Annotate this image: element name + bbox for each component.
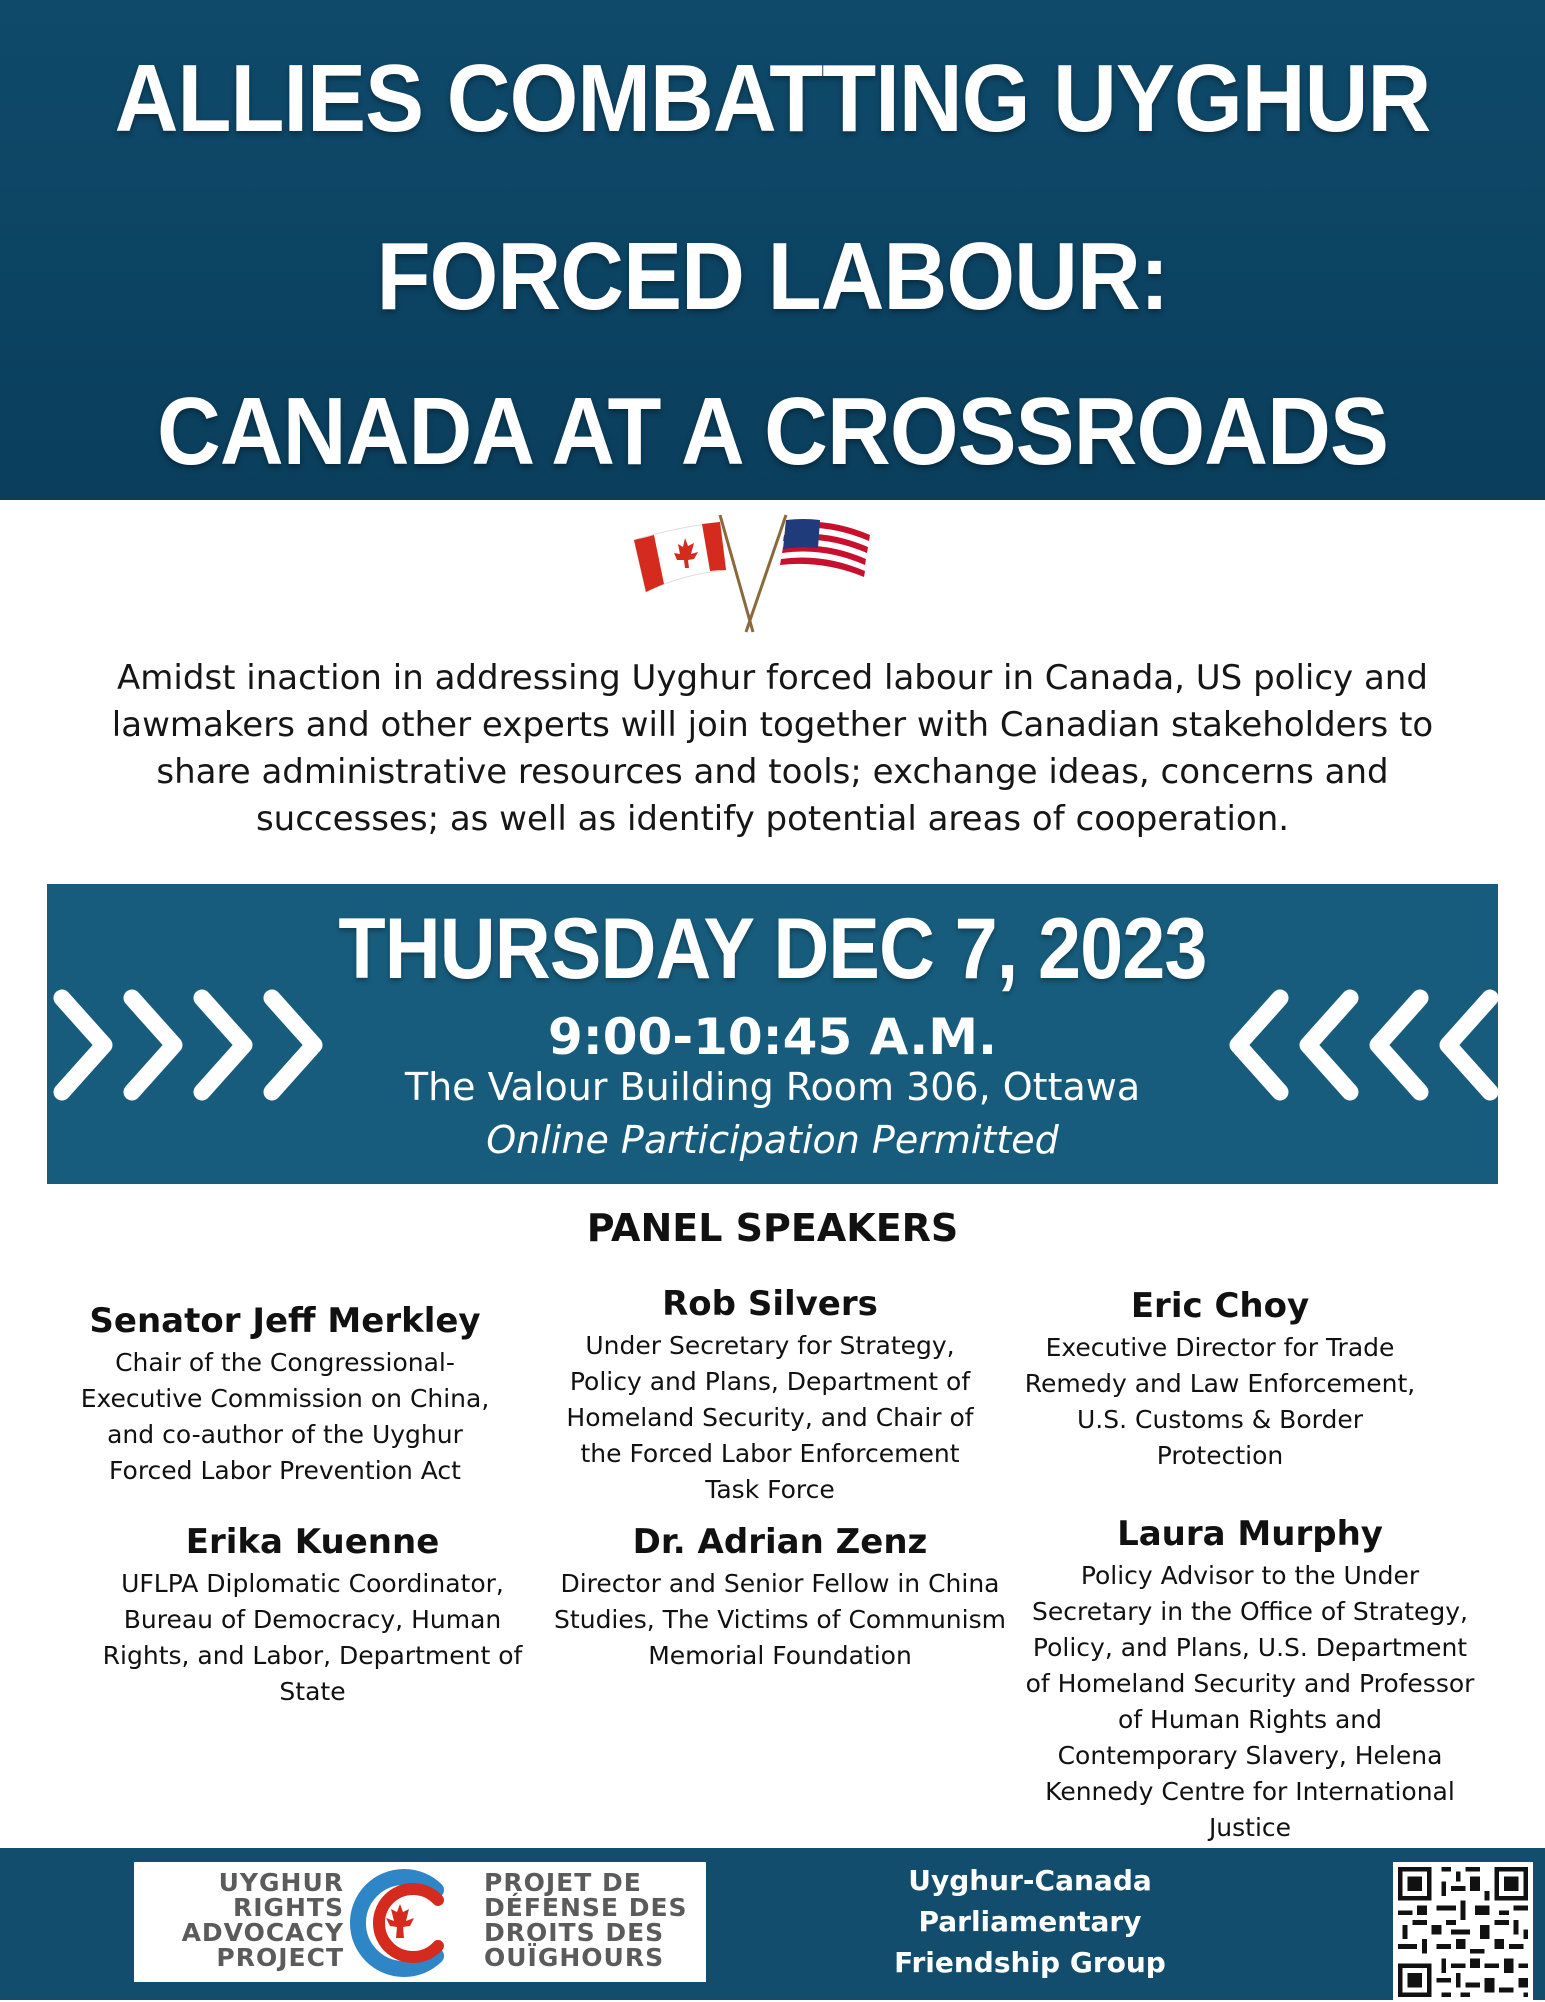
logo-fr-line: OUÏGHOURS: [484, 1943, 665, 1972]
logo-en-line: RIGHTS: [232, 1893, 344, 1922]
maple-leaf-icon: [330, 1868, 470, 1978]
logo-en-line: PROJECT: [216, 1943, 344, 1972]
logo-fr-line: DÉFENSE DES: [484, 1893, 688, 1922]
qr-code-icon[interactable]: [1393, 1862, 1533, 2002]
logo-fr-line: PROJET DE: [484, 1868, 642, 1897]
group-line: Parliamentary: [918, 1905, 1142, 1938]
speaker-role: UFLPA Diplomatic Coordinator, Bureau of Democracy, Human Rights, and Labor, Department of State: [102, 1569, 523, 1706]
speaker-role: Director and Senior Fellow in China Studies, The Victims of Communism Memorial Foundation: [554, 1569, 1006, 1670]
event-date: THURSDAY DEC 7, 2023: [338, 901, 1207, 997]
flag-poles: [720, 515, 786, 632]
title-banner: [0, 0, 1545, 500]
speaker-card: [70, 1297, 500, 1489]
logo-text-french: [484, 1870, 699, 1970]
speaker-card: [550, 1280, 990, 1508]
logo-fr-line: DROITS DES: [484, 1918, 665, 1947]
speaker-name: Laura Murphy: [1117, 1514, 1383, 1554]
speaker-role: Executive Director for Trade Remedy and Law Enforcement, U.S. Customs & Border Protection: [1024, 1333, 1416, 1470]
event-description: Amidst inaction in addressing Uyghur forced labour in Canada, US policy and lawmakers and other experts will join together with Canadian stakeholders to share administrative resources and tools; exchange ideas, concerns and successes; as well as identify potential areas of cooperation.: [111, 658, 1434, 839]
canada-flag-icon: [634, 522, 726, 592]
speaker-name: Erika Kuenne: [185, 1522, 440, 1562]
speaker-card: [1025, 1510, 1475, 1846]
friendship-group-name: [860, 1860, 1200, 1983]
uyghur-rights-advocacy-project-logo: [134, 1862, 706, 1982]
speaker-name: Senator Jeff Merkley: [89, 1301, 481, 1341]
speaker-card: [550, 1518, 1010, 1674]
speaker-role: Under Secretary for Strategy, Policy and Plans, Department of Homeland Security, and Chair of the Forced Labor Enforcement Task Force: [566, 1331, 974, 1504]
speaker-card: [1015, 1282, 1425, 1474]
speaker-role: Chair of the Congressional-Executive Commission on China, and co-author of the Uyghur Forced Labor Prevention Act: [80, 1348, 490, 1485]
title-line-1: ALLIES COMBATTING UYGHUR: [114, 45, 1431, 152]
crossed-flags: [628, 510, 878, 635]
event-time: 9:00-10:45 A.M.: [547, 1008, 998, 1066]
speaker-card: [90, 1518, 535, 1710]
logo-text-english: [144, 1870, 344, 1970]
speaker-role: Policy Advisor to the Under Secretary in the Office of Strategy, Policy, and Plans, U.S. Department of Homeland Security and Professor of Human Rights and Contemporary Slavery, Helena Kennedy Centre for International Justice: [1025, 1561, 1475, 1842]
title-line-3: CANADA AT A CROSSROADS: [157, 378, 1388, 485]
speaker-name: Rob Silvers: [662, 1284, 878, 1324]
panel-speakers-heading: PANEL SPEAKERS: [586, 1206, 959, 1250]
chevron-right-icon: [52, 980, 332, 1110]
speaker-name: Eric Choy: [1130, 1286, 1310, 1326]
chevron-left-icon: [1220, 980, 1500, 1110]
logo-en-line: ADVOCACY: [181, 1918, 344, 1947]
online-participation-note: Online Participation Permitted: [486, 1118, 1059, 1162]
speaker-name: Dr. Adrian Zenz: [632, 1522, 928, 1562]
usa-flag-icon: [778, 519, 870, 583]
title-line-2: FORCED LABOUR:: [376, 223, 1169, 330]
group-line: Friendship Group: [894, 1946, 1166, 1979]
event-venue: The Valour Building Room 306, Ottawa: [404, 1065, 1141, 1109]
group-line: Uyghur-Canada: [908, 1864, 1152, 1897]
footer-bar: [0, 1848, 1545, 2000]
logo-en-line: UYGHUR: [218, 1868, 344, 1897]
